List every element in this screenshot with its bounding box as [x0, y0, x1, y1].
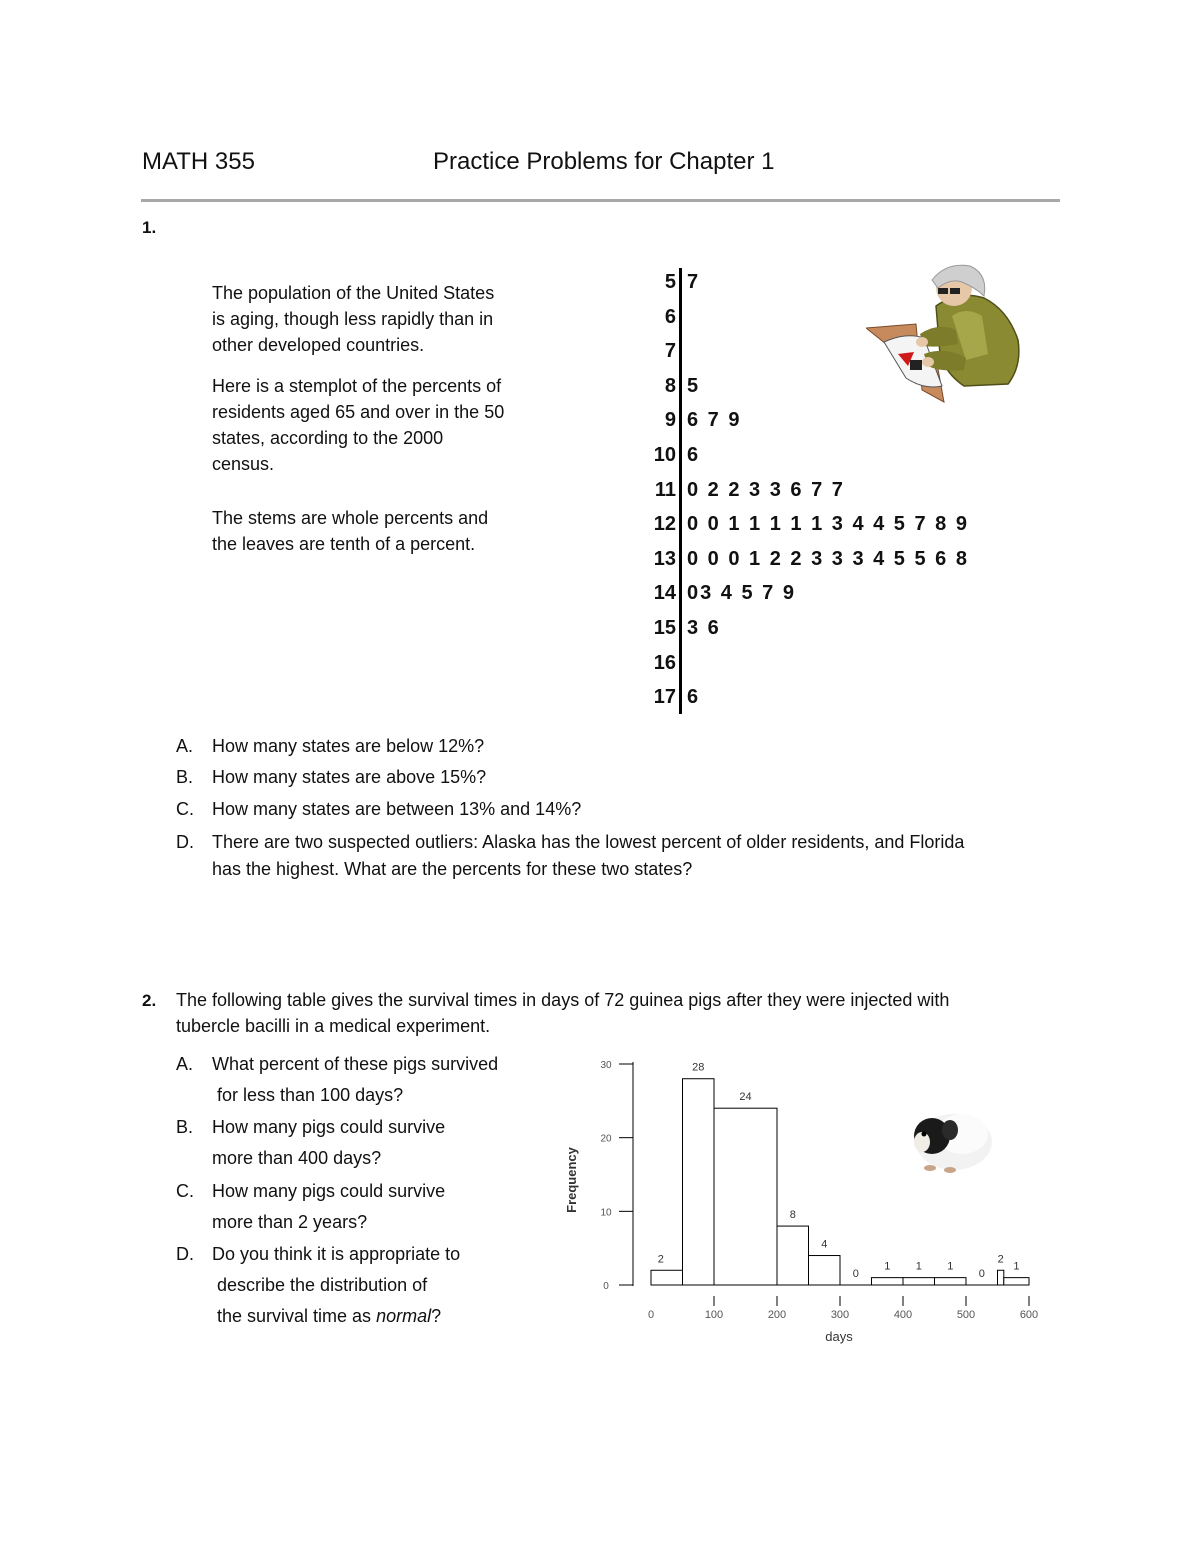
- question-text: Do you think it is appropriate to: [212, 1244, 461, 1264]
- stemplot-stem: 12: [653, 513, 676, 535]
- problem-1-number: 1.: [142, 218, 157, 237]
- problem-1-para-3: [212, 505, 488, 557]
- stemplot-leaves: 6: [687, 686, 701, 708]
- problem-2-question-a: [176, 1049, 498, 1111]
- question-text: How many states are above 15%?: [212, 767, 487, 787]
- stemplot-stem: 5: [664, 271, 676, 293]
- question-text: How many states are between 13% and 14%?: [212, 799, 582, 819]
- x-tick-label: 300: [830, 1309, 850, 1321]
- x-tick-label: 600: [1019, 1309, 1039, 1321]
- question-label: A.: [176, 1054, 194, 1074]
- stemplot-stem: 15: [653, 617, 676, 639]
- stemplot-stem: 9: [664, 409, 676, 431]
- histogram-bar: [998, 1270, 1004, 1285]
- x-tick-label: 400: [893, 1309, 913, 1321]
- histogram-bar: [935, 1278, 967, 1285]
- question-text: for less than 100 days?: [217, 1085, 404, 1105]
- stemplot-stem: 13: [653, 548, 676, 570]
- stemplot-leaves: 7: [687, 271, 701, 293]
- x-tick-label: 0: [647, 1309, 655, 1321]
- histogram-bar: [872, 1278, 904, 1285]
- problem-2-question-c: [176, 1176, 445, 1238]
- bar-value-label: 1: [915, 1260, 922, 1273]
- y-tick-label: 20: [600, 1133, 612, 1145]
- problem-2-question-b: [176, 1112, 445, 1174]
- text-line: residents aged 65 and over in the 50: [212, 402, 505, 422]
- bar-value-label: 2: [657, 1253, 664, 1266]
- histogram-bar: [903, 1278, 935, 1285]
- question-emphasis: normal: [376, 1306, 432, 1326]
- histogram-bar: [809, 1256, 841, 1285]
- question-text: more than 400 days?: [212, 1148, 382, 1168]
- y-tick-label: 30: [600, 1060, 612, 1071]
- stemplot-divider: [679, 268, 682, 714]
- bar-value-label: 24: [739, 1091, 752, 1104]
- stemplot-stem: 8: [664, 375, 676, 397]
- stemplot-leaves: 03 4 5 7 9: [687, 582, 796, 604]
- question-text: more than 2 years?: [212, 1212, 368, 1232]
- text-line: other developed countries.: [212, 335, 425, 355]
- guinea-pig-clipart: [910, 1104, 994, 1178]
- stemplot-stem: 17: [653, 686, 676, 708]
- stemplot-leaves: 0 0 1 1 1 1 1 3 4 4 5 7 8 9: [687, 513, 969, 535]
- bar-value-label: 1: [947, 1260, 954, 1273]
- y-tick-label: 10: [600, 1207, 612, 1219]
- problem-1-question-d: [176, 829, 964, 883]
- text-line: The stems are whole percents and: [212, 508, 489, 528]
- page-title: Practice Problems for Chapter 1: [433, 148, 775, 175]
- text-line: is aging, though less rapidly than in: [212, 309, 494, 329]
- stemplot-leaves: 6 7 9: [687, 409, 742, 431]
- question-text: the survival time as: [217, 1306, 377, 1326]
- question-text: How many states are below 12%?: [212, 736, 485, 756]
- question-text: How many pigs could survive: [212, 1117, 446, 1137]
- y-tick-label: 0: [603, 1281, 609, 1292]
- problem-1-question-c: [176, 796, 581, 823]
- stemplot-leaves: 3 6: [687, 617, 721, 639]
- question-label: D.: [176, 1244, 194, 1264]
- stemplot-stem: 10: [653, 444, 676, 466]
- bar-value-label: 28: [692, 1061, 705, 1074]
- text-line: The following table gives the survival times in days of 72 guinea pigs after they were injected with: [176, 990, 950, 1010]
- stemplot-stem: 6: [664, 306, 676, 328]
- text-line: Here is a stemplot of the percents of: [212, 376, 502, 396]
- stemplot-leaves: 5: [687, 375, 701, 397]
- histogram-bar: [683, 1079, 715, 1285]
- elderly-woman-reading-clipart: [866, 262, 1022, 404]
- text-line: census.: [212, 454, 275, 474]
- histogram-bar: [777, 1226, 809, 1285]
- course-code: MATH 355: [142, 148, 255, 175]
- problem-1-para-1: [212, 280, 494, 358]
- survival-histogram: [560, 1050, 1060, 1350]
- problem-1-question-b: [176, 764, 486, 791]
- histogram-bar: [651, 1270, 683, 1285]
- histogram-bar: [1004, 1278, 1029, 1285]
- y-axis-label: Frequency: [564, 1147, 579, 1213]
- stemplot-stem: 16: [653, 652, 676, 674]
- question-label: B.: [176, 767, 194, 787]
- bar-value-label: 4: [821, 1238, 828, 1251]
- x-tick-label: 100: [704, 1309, 724, 1321]
- text-line: the leaves are tenth of a percent.: [212, 534, 476, 554]
- text-line: tubercle bacilli in a medical experiment.: [176, 1016, 491, 1036]
- question-text: How many pigs could survive: [212, 1181, 446, 1201]
- problem-2-number: 2.: [142, 991, 157, 1010]
- stemplot-leaves: 0 0 0 1 2 2 3 3 3 4 5 5 6 8: [687, 548, 969, 570]
- header-divider: [141, 199, 1060, 202]
- problem-2-question-d: [176, 1239, 460, 1332]
- stemplot-stem: 11: [654, 479, 676, 501]
- problem-1-para-2: [212, 373, 504, 477]
- bar-value-label: 1: [1013, 1260, 1020, 1273]
- question-text: describe the distribution of: [217, 1275, 428, 1295]
- question-label: A.: [176, 736, 194, 756]
- question-text: ?: [431, 1306, 442, 1326]
- question-label: C.: [176, 1181, 194, 1201]
- bar-value-label: 2: [997, 1253, 1004, 1266]
- x-tick-label: 500: [956, 1309, 976, 1321]
- question-text: has the highest. What are the percents for these two states?: [212, 859, 693, 879]
- stemplot-leaves: 0 2 2 3 3 6 7 7: [687, 479, 845, 501]
- stemplot-leaves: 6: [687, 444, 701, 466]
- bar-value-label: 0: [978, 1268, 985, 1280]
- question-label: C.: [176, 799, 194, 819]
- x-axis-label: days: [825, 1329, 853, 1344]
- bar-value-label: 0: [852, 1268, 859, 1280]
- stemplot-stem: 7: [664, 340, 676, 362]
- stemplot-stem: 14: [653, 582, 676, 604]
- histogram-bar: [714, 1108, 777, 1285]
- question-label: B.: [176, 1117, 194, 1137]
- problem-2-intro: [176, 987, 949, 1039]
- text-line: The population of the United States: [212, 283, 495, 303]
- x-tick-label: 200: [767, 1309, 787, 1321]
- problem-1-question-a: [176, 733, 484, 760]
- question-text: There are two suspected outliers: Alaska has the lowest percent of older residents, and Florida: [212, 832, 965, 852]
- question-label: D.: [176, 832, 194, 852]
- question-text: What percent of these pigs survived: [212, 1054, 499, 1074]
- text-line: states, according to the 2000: [212, 428, 444, 448]
- bar-value-label: 1: [884, 1260, 891, 1273]
- bar-value-label: 8: [789, 1209, 796, 1222]
